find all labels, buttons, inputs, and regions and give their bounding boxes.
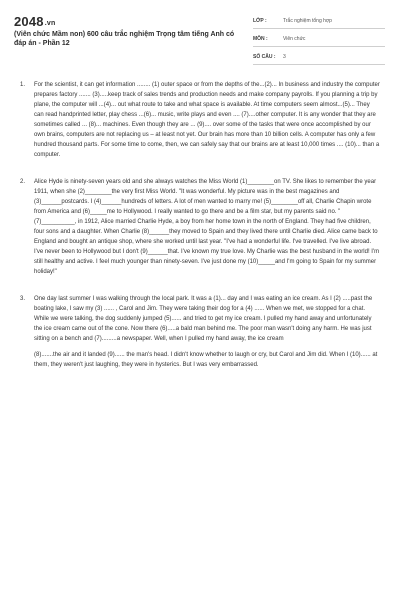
question-number: 3. xyxy=(20,296,26,302)
question-text xyxy=(34,294,386,370)
question-list xyxy=(14,80,386,370)
question-1 xyxy=(14,80,386,160)
question-number: 1. xyxy=(20,82,26,88)
meta-key: LỚP : xyxy=(253,18,267,24)
site-logo[interactable] xyxy=(14,14,55,29)
meta-panel xyxy=(253,14,385,68)
question-text xyxy=(34,177,386,277)
question-paragraph: One day last summer I was walking through the local park. It was a (1)... day and I was eating an ice cream. As I (2) .....past the boating lake, I saw my (3) ...... , Carol and Jim. They were taking their dog for a (4) ...... When we met, we stopped for a chat. While we were talking, the dog suddenly jumped (5)...... and tried to get my ice cream. I pulled my hand away and unfortunately the ice cream came out of the cone. Now there (6).....a bald man behind me. The poor man wasn't doing any harm. He was just sitting on a bench and (7).........a newspaper. Well, when I pulled my hand away, the ice cream xyxy=(34,296,373,342)
meta-key: SỐ CÂU : xyxy=(253,54,276,60)
page-title: (Viên chức Mầm non) 600 câu trắc nghiệm Trọng tâm tiếng Anh có đáp án - Phần 12 xyxy=(14,31,235,47)
question-number: 2. xyxy=(20,179,26,185)
meta-value: Viên chức xyxy=(283,36,306,42)
meta-row-class xyxy=(253,14,385,29)
question-3 xyxy=(14,294,386,370)
logo-suffix: .vn xyxy=(44,20,56,27)
question-paragraph: Alice Hyde is ninety-seven years old and she always watches the Miss World (1)________on TV. She likes to remember the year 1911, when she (2)________the very first Miss World. "It was wonderful. My picture was in the best magazines and (3)______postcards. I (4)______hundreds of letters. A lot of men wanted to marry me! (5)________off all, Charlie Chapin wrote from America and (6)_____me to Hollywood. I really wanted to go there and be a film star, but my parents said no. " (7)__________, in 1912, Alice married Charlie Hyde, a boy from her home town in the north of England. They had five children, four sons and a daughter. When Charlie (8)______they moved to Spain and they lived there until Charlie died. Alice came back to England and bought an antique shop, where she worked until last year. "I've had a wonderful life. I've travelled. I've live abroad. I've never been to Hollywood but I don't (9)______that. I've known my true love. My Charlie was the best husband in the world! I'm still healthy and active. I feel much younger than ninety-seven. I've just done my (10)_____and I'm going to Spain for my summer holiday!" xyxy=(34,179,380,275)
meta-row-count xyxy=(253,50,385,65)
question-2 xyxy=(14,177,386,277)
question-text xyxy=(34,80,386,160)
meta-value: Trắc nghiệm tổng hợp xyxy=(283,18,332,24)
question-paragraph: (8).......the air and it landed (9)...... the man's head. I didn't know whether to laugh or cry, but Carol and Jim did. When I (10)...... at them, they weren't just laughing, they were in hysterics. But I was very embarrassed. xyxy=(34,352,378,368)
meta-value: 3 xyxy=(283,54,286,60)
meta-key: MÔN : xyxy=(253,36,268,42)
logo-main: 2048 xyxy=(14,14,44,29)
meta-row-subject xyxy=(253,32,385,47)
question-paragraph: For the scientist, it can get information ........ (1) outer space or from the depths of the...(2)... In business and industry the computer prepares factory ....... (3).....keep track of sales trends and production needs and make company payrolls. If you planning a trip by plane, the computer will ...(4)... out what route to take and what space is available. At time computers seem almost...(5)... They can read handprinted letter, play chess ...(6)... music, write plays and even .... (7)....other computer. It is any wonder that they are sometimes called ... (8)... machines. Even though they are ... (9).... over some of the tasks that were once accomplished by our own brains, computers are not replacing us – at least not yet. Our brain has more than 10 billion cells. A computer has only a few hundred thousand parts. For some time to come, then, we can safely say that our brains are at least 10,000 times .... (10)... than a computer. xyxy=(34,82,380,158)
